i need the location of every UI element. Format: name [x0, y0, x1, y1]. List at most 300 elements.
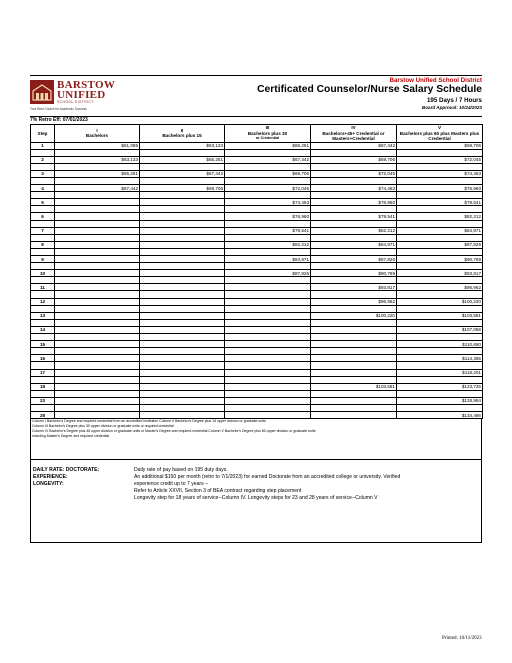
table-row [31, 241, 483, 248]
step-cell: 23 [31, 397, 55, 404]
empty-cell [225, 376, 311, 383]
salary-cell [55, 241, 140, 248]
table-row [31, 142, 483, 149]
step-cell: 16 [31, 355, 55, 362]
salary-cell: $72,045 [397, 156, 483, 163]
salary-cell: $76,960 [225, 213, 311, 220]
salary-table [30, 124, 483, 419]
longevity-text-2: Longevity step for 18 years of service--Column IV. Longevity steps for 23 and 28 years of service--Column V [134, 495, 378, 502]
spacer-row [31, 348, 483, 355]
days-hours: 195 Days / 7 Hours [426, 97, 482, 104]
experience-label: EXPERIENCE: [33, 474, 68, 481]
salary-cell: $69,706 [140, 185, 225, 192]
salary-cell: $74,463 [225, 199, 311, 206]
step-cell: 12 [31, 298, 55, 305]
salary-cell: $82,212 [311, 227, 397, 234]
salary-cell: $103,581 [311, 383, 397, 390]
salary-cell [55, 397, 140, 404]
salary-cell [140, 256, 225, 263]
salary-cell: $93,817 [397, 270, 483, 277]
salary-cell: $61,085 [55, 142, 140, 149]
empty-cell [31, 163, 55, 170]
spacer-row [31, 334, 483, 341]
empty-cell [140, 149, 225, 156]
salary-cell [55, 213, 140, 220]
column-number: I [96, 127, 98, 133]
salary-cell [55, 341, 140, 348]
note-line: including Master's Degree and required credential [32, 433, 110, 438]
page-title: Certificated Counselor/Nurse Salary Schedule [257, 84, 482, 95]
salary-cell: $67,442 [55, 185, 140, 192]
empty-cell [397, 376, 483, 383]
salary-cell: $69,706 [225, 170, 311, 177]
step-cell: 15 [31, 341, 55, 348]
spacer-row [31, 248, 483, 255]
empty-cell [311, 334, 397, 341]
empty-cell [311, 234, 397, 241]
salary-cell: $74,463 [397, 170, 483, 177]
empty-cell [140, 263, 225, 270]
salary-cell [225, 341, 311, 348]
note-line: Column III Bachelor's Degree plus 30 upper division or graduate units or required credential [32, 424, 174, 429]
salary-cell: $79,541 [225, 227, 311, 234]
empty-cell [31, 263, 55, 270]
empty-cell [311, 305, 397, 312]
empty-cell [225, 177, 311, 184]
empty-cell [397, 334, 483, 341]
salary-cell: $96,962 [397, 284, 483, 291]
table-row [31, 199, 483, 206]
empty-cell [55, 404, 140, 411]
salary-cell [225, 355, 311, 362]
empty-cell [31, 277, 55, 284]
empty-cell [31, 291, 55, 298]
table-row [31, 227, 483, 234]
empty-cell [397, 177, 483, 184]
salary-cell: $65,251 [140, 156, 225, 163]
empty-cell [140, 220, 225, 227]
column-header-step [31, 125, 55, 143]
column-label: Bachelors [85, 133, 109, 139]
empty-cell [31, 404, 55, 411]
empty-cell [397, 390, 483, 397]
step-cell: 6 [31, 213, 55, 220]
column-number: II [180, 127, 184, 133]
column-header [55, 125, 140, 143]
spacer-row [31, 220, 483, 227]
table-row [31, 397, 483, 404]
longevity-text-1: Refer to Article XXVII, Section 3 of BEA contract regarding step placement [134, 488, 302, 495]
empty-cell [55, 248, 140, 255]
empty-cell [55, 319, 140, 326]
empty-cell [397, 263, 483, 270]
empty-cell [397, 220, 483, 227]
salary-cell [140, 383, 225, 390]
step-cell: 1 [31, 142, 55, 149]
salary-cell [55, 412, 140, 419]
salary-cell: $90,769 [397, 256, 483, 263]
step-cell: 9 [31, 256, 55, 263]
empty-cell [225, 362, 311, 369]
empty-cell [31, 348, 55, 355]
table-row [31, 312, 483, 319]
salary-cell: $103,581 [397, 312, 483, 319]
column-sublabel: or Credential [255, 136, 280, 140]
salary-cell: $82,212 [225, 241, 311, 248]
note-line: Column IV Bachelor's Degree plus 45 upper division or graduate units or Master's Degree and required credential Column V Bachelor's Degree plus 60 upper division or graduate units [32, 428, 316, 433]
table-row [31, 256, 483, 263]
empty-cell [31, 234, 55, 241]
step-cell: 5 [31, 199, 55, 206]
salary-cell: $84,971 [397, 227, 483, 234]
empty-cell [311, 390, 397, 397]
empty-cell [31, 177, 55, 184]
empty-cell [31, 220, 55, 227]
step-cell: 28 [31, 412, 55, 419]
column-notes [30, 419, 482, 459]
salary-cell [55, 383, 140, 390]
empty-cell [140, 163, 225, 170]
column-header [140, 125, 225, 143]
salary-cell [225, 298, 311, 305]
salary-cell: $65,251 [225, 142, 311, 149]
salary-cell: $87,826 [397, 241, 483, 248]
salary-cell [140, 241, 225, 248]
salary-cell: $72,045 [225, 185, 311, 192]
empty-cell [311, 163, 397, 170]
empty-cell [397, 305, 483, 312]
salary-cell: $100,220 [397, 298, 483, 305]
empty-cell [55, 206, 140, 213]
salary-cell [55, 355, 140, 362]
spacer-row [31, 362, 483, 369]
empty-cell [397, 206, 483, 213]
salary-cell [140, 369, 225, 376]
empty-cell [225, 390, 311, 397]
empty-cell [311, 277, 397, 284]
empty-cell [225, 163, 311, 170]
salary-cell [225, 284, 311, 291]
empty-cell [55, 163, 140, 170]
salary-cell [311, 369, 397, 376]
empty-cell [55, 277, 140, 284]
logo-tagline: Your Best Choice for Academic Success [30, 107, 87, 111]
salary-cell: $118,201 [397, 369, 483, 376]
salary-cell [225, 397, 311, 404]
spacer-row [31, 163, 483, 170]
salary-cell [55, 270, 140, 277]
salary-cell: $114,365 [397, 355, 483, 362]
column-header [225, 125, 311, 143]
salary-cell [55, 227, 140, 234]
table-row [31, 341, 483, 348]
empty-cell [55, 220, 140, 227]
salary-cell [225, 412, 311, 419]
empty-cell [140, 277, 225, 284]
empty-cell [311, 192, 397, 199]
daily-rate-text: Daily rate of pay based on 195 duty days. [134, 467, 228, 474]
spacer-row [31, 177, 483, 184]
column-number: V [437, 125, 442, 130]
empty-cell [397, 319, 483, 326]
empty-cell [311, 149, 397, 156]
salary-cell: $76,960 [311, 199, 397, 206]
salary-cell [55, 369, 140, 376]
salary-cell: $63,133 [55, 156, 140, 163]
spacer-row [31, 390, 483, 397]
printed-date: Printed: 10/11/2023 [442, 636, 482, 641]
empty-cell [225, 319, 311, 326]
spacer-row [31, 277, 483, 284]
empty-cell [397, 348, 483, 355]
salary-cell [140, 298, 225, 305]
empty-cell [225, 192, 311, 199]
empty-cell [55, 234, 140, 241]
salary-cell [311, 326, 397, 333]
experience-text: experience credit up to 7 years – [134, 481, 208, 488]
step-cell: 8 [31, 241, 55, 248]
empty-cell [225, 234, 311, 241]
spacer-row [31, 149, 483, 156]
district-logo [30, 80, 140, 112]
empty-cell [55, 390, 140, 397]
salary-cell: $69,706 [397, 142, 483, 149]
column-label: Bachelors plus 30 [247, 130, 288, 136]
salary-cell: $72,045 [311, 170, 397, 177]
empty-cell [311, 291, 397, 298]
empty-cell [311, 376, 397, 383]
salary-schedule-document [30, 75, 482, 543]
logo-wordmark: BARSTOW UNIFIED [57, 79, 116, 101]
empty-cell [55, 192, 140, 199]
empty-cell [140, 234, 225, 241]
empty-cell [311, 206, 397, 213]
empty-cell [55, 362, 140, 369]
salary-cell [55, 199, 140, 206]
table-row [31, 412, 483, 419]
salary-cell [225, 383, 311, 390]
empty-cell [31, 248, 55, 255]
empty-cell [140, 177, 225, 184]
table-row [31, 156, 483, 163]
salary-cell: $128,984 [397, 397, 483, 404]
salary-cell: $67,442 [225, 156, 311, 163]
empty-cell [140, 305, 225, 312]
table-row [31, 369, 483, 376]
column-label: Bachelors plus 60 plus Masters plus Credential [399, 130, 480, 141]
salary-cell: $79,541 [397, 199, 483, 206]
salary-cell: $82,212 [397, 213, 483, 220]
salary-cell: $67,442 [140, 170, 225, 177]
column-label: Step [37, 130, 48, 136]
empty-cell [311, 263, 397, 270]
salary-cell: $65,251 [55, 170, 140, 177]
table-row [31, 270, 483, 277]
salary-cell [311, 341, 397, 348]
empty-cell [225, 248, 311, 255]
salary-cell [140, 412, 225, 419]
table-row [31, 170, 483, 177]
spacer-row [31, 404, 483, 411]
empty-cell [225, 404, 311, 411]
empty-cell [31, 390, 55, 397]
empty-cell [55, 263, 140, 270]
table-row [31, 298, 483, 305]
empty-cell [397, 149, 483, 156]
empty-cell [397, 291, 483, 298]
table-row [31, 185, 483, 192]
spacer-row [31, 234, 483, 241]
empty-cell [140, 206, 225, 213]
empty-cell [397, 248, 483, 255]
doctorate-text: An additional $150 per month (retro to 7/1/2023) for earned Doctorate from an accredited college or university. Verified [134, 474, 401, 481]
district-name: Barstow Unified School District [389, 77, 482, 84]
salary-cell [311, 355, 397, 362]
salary-cell [140, 270, 225, 277]
salary-cell: $100,220 [311, 312, 397, 319]
step-cell: 3 [31, 170, 55, 177]
logo-subtitle: SCHOOL DISTRICT [57, 100, 94, 104]
spacer-row [31, 192, 483, 199]
empty-cell [225, 206, 311, 213]
spacer-row [31, 376, 483, 383]
step-cell: 13 [31, 312, 55, 319]
table-row [31, 355, 483, 362]
salary-cell: $93,817 [311, 284, 397, 291]
empty-cell [55, 334, 140, 341]
empty-cell [140, 192, 225, 199]
empty-cell [55, 376, 140, 383]
empty-cell [140, 376, 225, 383]
salary-cell: $74,463 [311, 185, 397, 192]
empty-cell [311, 177, 397, 184]
empty-cell [397, 234, 483, 241]
salary-cell [311, 397, 397, 404]
spacer-row [31, 319, 483, 326]
empty-cell [55, 291, 140, 298]
column-header [397, 125, 483, 143]
salary-cell: $79,541 [311, 213, 397, 220]
step-cell: 17 [31, 369, 55, 376]
longevity-label: LONGEVITY: [33, 481, 64, 488]
empty-cell [311, 248, 397, 255]
salary-cell: $84,971 [311, 241, 397, 248]
salary-cell [55, 312, 140, 319]
empty-cell [55, 149, 140, 156]
step-cell: 14 [31, 326, 55, 333]
salary-cell: $123,725 [397, 383, 483, 390]
empty-cell [225, 348, 311, 355]
empty-cell [140, 390, 225, 397]
empty-cell [225, 149, 311, 156]
spacer-row [31, 291, 483, 298]
empty-cell [31, 149, 55, 156]
empty-cell [225, 305, 311, 312]
empty-cell [31, 319, 55, 326]
table-row [31, 326, 483, 333]
salary-cell [140, 312, 225, 319]
step-cell: 18 [31, 383, 55, 390]
salary-cell [140, 397, 225, 404]
column-label: Bachelors+45+ Credential or Masters+Credential [322, 130, 385, 141]
salary-cell [140, 284, 225, 291]
empty-cell [140, 248, 225, 255]
empty-cell [225, 291, 311, 298]
empty-cell [31, 206, 55, 213]
salary-cell [140, 341, 225, 348]
step-cell: 2 [31, 156, 55, 163]
spacer-row [31, 206, 483, 213]
empty-cell [311, 348, 397, 355]
info-box [30, 459, 482, 543]
salary-cell [225, 312, 311, 319]
empty-cell [31, 334, 55, 341]
empty-cell [140, 404, 225, 411]
empty-cell [311, 220, 397, 227]
empty-cell [225, 263, 311, 270]
salary-cell [140, 326, 225, 333]
empty-cell [397, 192, 483, 199]
table-row [31, 284, 483, 291]
salary-cell [140, 199, 225, 206]
salary-cell [225, 326, 311, 333]
empty-cell [140, 362, 225, 369]
empty-cell [397, 163, 483, 170]
step-cell: 10 [31, 270, 55, 277]
empty-cell [311, 319, 397, 326]
empty-cell [31, 362, 55, 369]
empty-cell [140, 334, 225, 341]
empty-cell [225, 277, 311, 284]
salary-cell [140, 227, 225, 234]
empty-cell [311, 404, 397, 411]
salary-cell: $110,650 [397, 341, 483, 348]
empty-cell [55, 348, 140, 355]
salary-cell: $107,058 [397, 326, 483, 333]
spacer-row [31, 263, 483, 270]
empty-cell [397, 404, 483, 411]
empty-cell [55, 305, 140, 312]
salary-cell: $67,442 [311, 142, 397, 149]
salary-cell: $63,133 [140, 142, 225, 149]
retro-effective-date: 7% Retro Eff: 07/01/2023 [30, 116, 482, 124]
empty-cell [140, 348, 225, 355]
salary-cell: $90,769 [311, 270, 397, 277]
empty-cell [140, 291, 225, 298]
empty-cell [31, 305, 55, 312]
empty-cell [55, 177, 140, 184]
empty-cell [397, 277, 483, 284]
empty-cell [140, 319, 225, 326]
column-number: III [265, 125, 270, 130]
table-header-row [31, 125, 483, 143]
salary-cell: $87,826 [311, 256, 397, 263]
column-number: IV [351, 125, 356, 130]
empty-cell [311, 362, 397, 369]
empty-cell [225, 220, 311, 227]
salary-cell [225, 369, 311, 376]
empty-cell [31, 376, 55, 383]
document-header [30, 75, 482, 116]
salary-cell [55, 256, 140, 263]
step-cell: 7 [31, 227, 55, 234]
table-row [31, 383, 483, 390]
salary-cell [55, 298, 140, 305]
note-line: Column I Bachelor's Degree and required credential from an accredited institution Column II Bachelor's Degree plus 15 upper division or graduate units [32, 419, 266, 424]
salary-cell: $96,962 [311, 298, 397, 305]
step-cell: 4 [31, 185, 55, 192]
school-building-icon [30, 80, 54, 104]
